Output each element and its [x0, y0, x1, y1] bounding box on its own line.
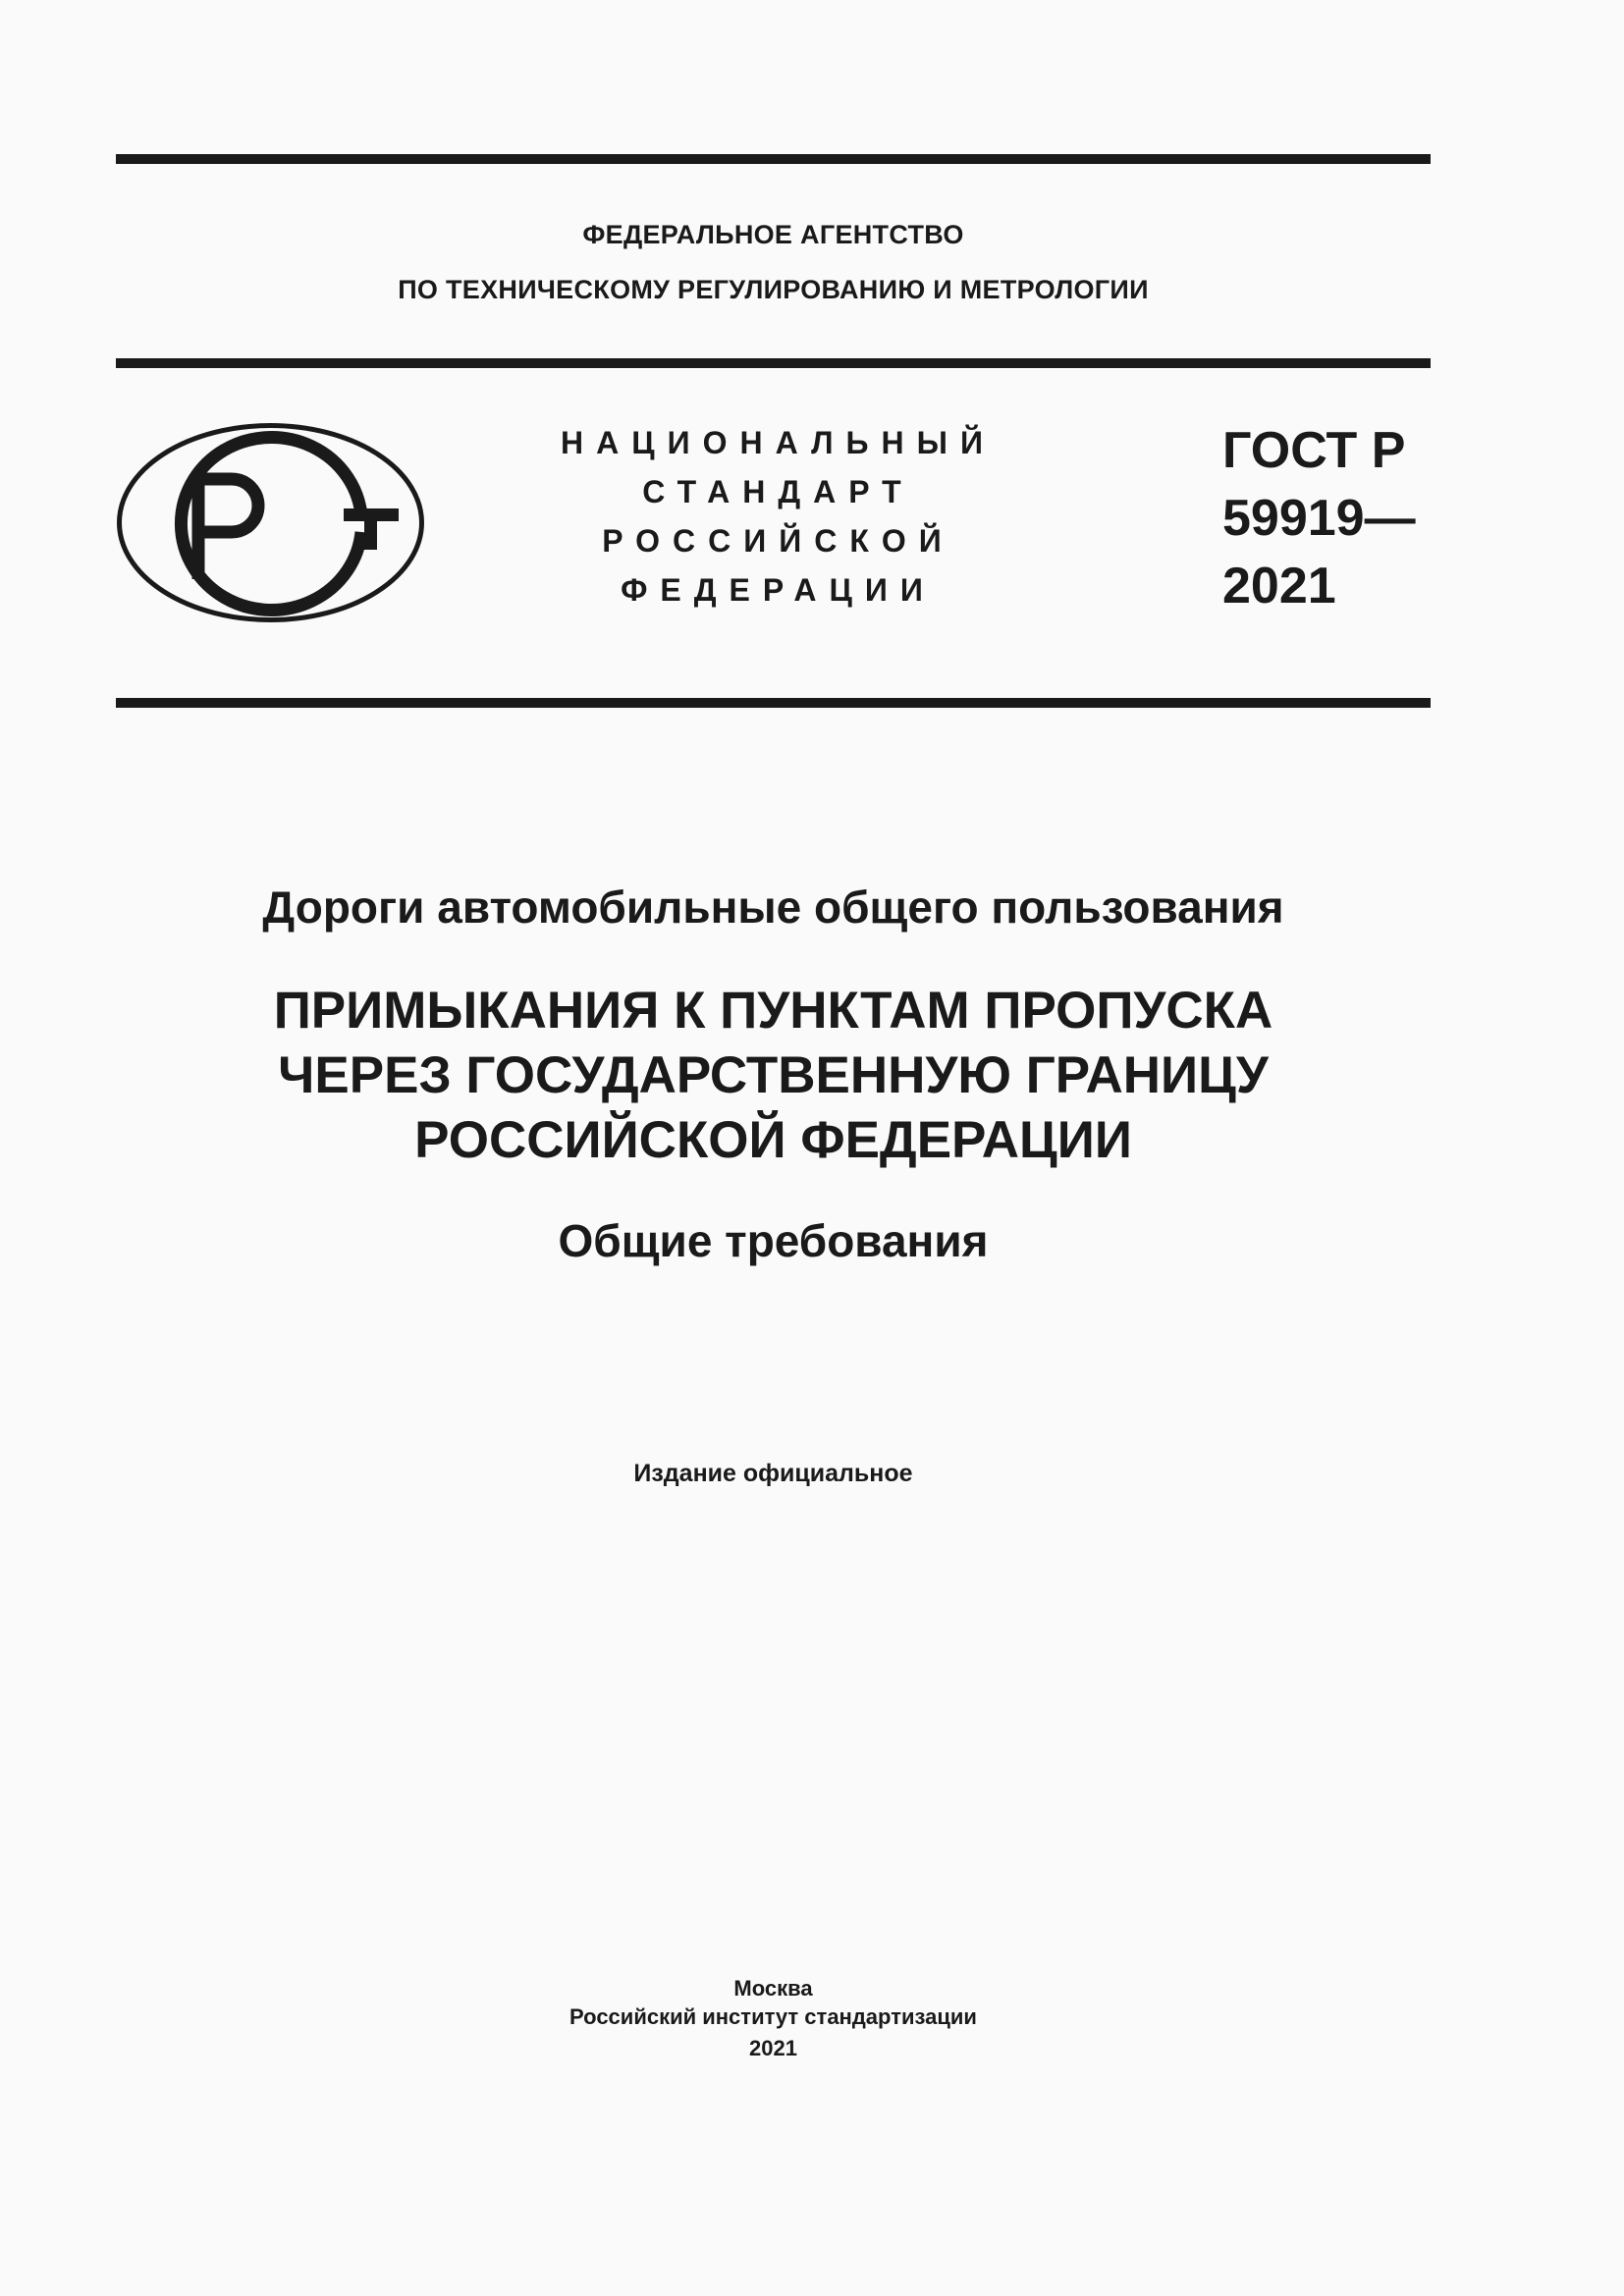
national-standard-line: НАЦИОНАЛЬНЫЙ	[561, 425, 996, 460]
publication-city: Москва	[733, 1976, 813, 2001]
document-title-line: РОССИЙСКОЙ ФЕДЕРАЦИИ	[414, 1111, 1132, 1169]
rst-gost-mark-icon	[116, 422, 425, 623]
edition-note: Издание официальное	[633, 1460, 913, 1487]
national-standard-line: СТАНДАРТ	[642, 474, 914, 509]
document-title-line: ЧЕРЕЗ ГОСУДАРСТВЕННУЮ ГРАНИЦУ	[278, 1046, 1269, 1104]
gost-designation-line: 2021	[1222, 558, 1336, 614]
publisher-name: Российский институт стандартизации	[569, 2004, 977, 2029]
standard-block-divider	[116, 698, 1431, 708]
gost-designation-line: ГОСТ Р	[1222, 422, 1406, 479]
agency-name-line-1: ФЕДЕРАЛЬНОЕ АГЕНТСТВО	[582, 220, 964, 249]
document-subtitle: Общие требования	[558, 1215, 989, 1266]
top-divider	[116, 154, 1431, 164]
agency-name-line-2: ПО ТЕХНИЧЕСКОМУ РЕГУЛИРОВАНИЮ И МЕТРОЛОГИИ	[398, 275, 1149, 304]
gost-designation-line: 59919—	[1222, 490, 1416, 547]
national-standard-line: РОССИЙСКОЙ	[602, 523, 954, 559]
document-subject: Дороги автомобильные общего пользования	[262, 881, 1284, 933]
header-divider	[116, 358, 1431, 368]
national-standard-line: ФЕДЕРАЦИИ	[621, 572, 936, 608]
publication-year: 2021	[749, 2036, 797, 2060]
document-title-line: ПРИМЫКАНИЯ К ПУНКТАМ ПРОПУСКА	[273, 982, 1273, 1040]
